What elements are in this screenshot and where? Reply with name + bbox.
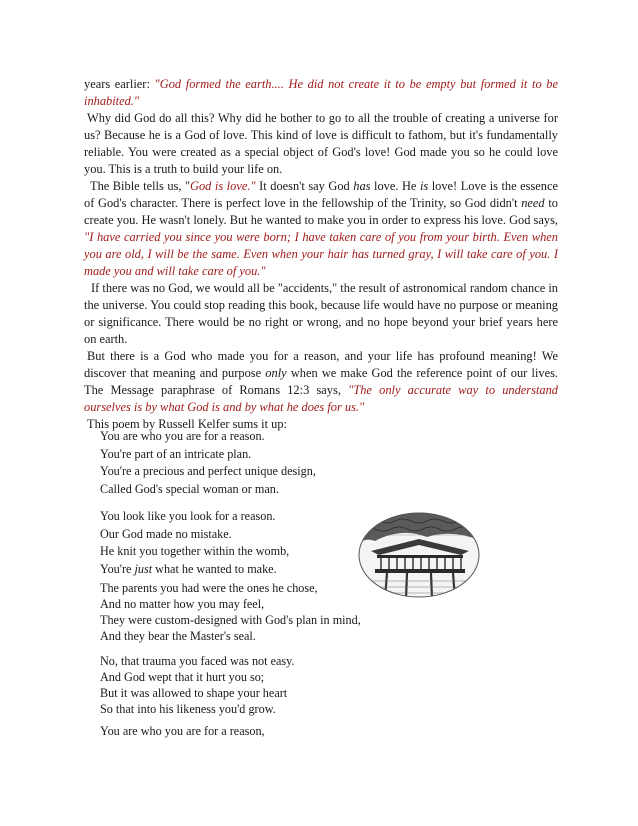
poem-line: No, that trauma you faced was not easy. xyxy=(100,654,295,668)
poem-line: You're a precious and perfect unique design, xyxy=(100,464,316,478)
poem-line: The parents you had were the ones he chose, xyxy=(100,581,318,595)
scripture-quote: "I have carried you since you were born; I have taken care of you from your birth. Even when you are old, I will be the same. Even when your hair has turned gray, I will take care of you. I made you and will take care of you." xyxy=(84,230,558,278)
poem-stanza-5 xyxy=(100,723,400,741)
poem-line: You are who you are for a reason. xyxy=(100,429,265,443)
paragraph-1: years earlier: "God formed the earth.... He did not create it to be empty but formed it to be inhabited." xyxy=(84,77,558,108)
poem-line: You are who you are for a reason, xyxy=(100,724,265,738)
poem-line: And no matter how you may feel, xyxy=(100,597,265,611)
poem-stanza-1 xyxy=(100,428,400,498)
poem-line: You're just what he wanted to make. xyxy=(100,561,277,576)
poem-line: And God wept that it hurt you so; xyxy=(100,670,265,684)
poem-line: And they bear the Master's seal. xyxy=(100,629,256,643)
paragraph-4: If there was no God, we would all be "accidents," the result of astronomical random chance in the universe. You could stop reading this book, because life would have no purpose or meaning or significance. There would be no right or wrong, and no hope beyond your brief years here on earth. xyxy=(84,281,558,346)
prose-block xyxy=(84,76,558,433)
paragraph-6: This poem by Russell Kelfer sums it up: xyxy=(87,417,287,431)
scripture-quote: God is love." xyxy=(190,179,256,193)
tree-house-engraving-icon xyxy=(357,511,481,599)
poem-stanza-2 xyxy=(100,508,400,578)
poem-line: So that into his likeness you'd grow. xyxy=(100,702,276,716)
poem-stanza-3 xyxy=(100,580,400,644)
poem-line: Called God's special woman or man. xyxy=(100,481,279,496)
paragraph-5: But there is a God who made you for a reason, and your life has profound meaning! We discover that meaning and purpose only when we make God the reference point of our lives. The Message paraphrase of Romans 12:3 says, "The only accurate way to understand ourselves is by what God is and by what he does for us." xyxy=(84,349,558,414)
poem-line: He knit you together within the womb, xyxy=(100,544,290,558)
poem-line: Our God made no mistake. xyxy=(100,526,232,541)
poem-line: You look like you look for a reason. xyxy=(100,509,276,523)
scripture-quote: "The only accurate way to understand ourselves is by what God is and by what he does for us." xyxy=(84,383,558,414)
paragraph-2: Why did God do all this? Why did he bother to go to all the trouble of creating a universe for us? Because he is a God of love. This kind of love is difficult to fathom, but it's fundamentally reliable. You were created as a special object of God's love! God made you so he could love you. This is a truth to build your life on. xyxy=(84,111,558,176)
poem-line: They were custom-designed with God's plan in mind, xyxy=(100,613,361,627)
poem-stanza-4 xyxy=(100,653,400,717)
paragraph-3: The Bible tells us, "God is love." It doesn't say God has love. He is love! Love is the essence of God's character. There is perfect love in the fellowship of the Trinity, so God didn't need to create you. He wasn't lonely. But he wanted to make you in order to express his love. God says, "I have carried you since you were born; I have taken care of you from your birth. Even when you are old, I will be the same. Even when your hair has turned gray, I will take care of you. I made you and will take care of you." xyxy=(84,179,558,278)
poem-line: But it was allowed to shape your heart xyxy=(100,686,288,700)
poem-line: You're part of an intricate plan. xyxy=(100,446,252,461)
scripture-quote: "God formed the earth.... He did not create it to be empty but formed it to be inhabited." xyxy=(84,77,558,108)
